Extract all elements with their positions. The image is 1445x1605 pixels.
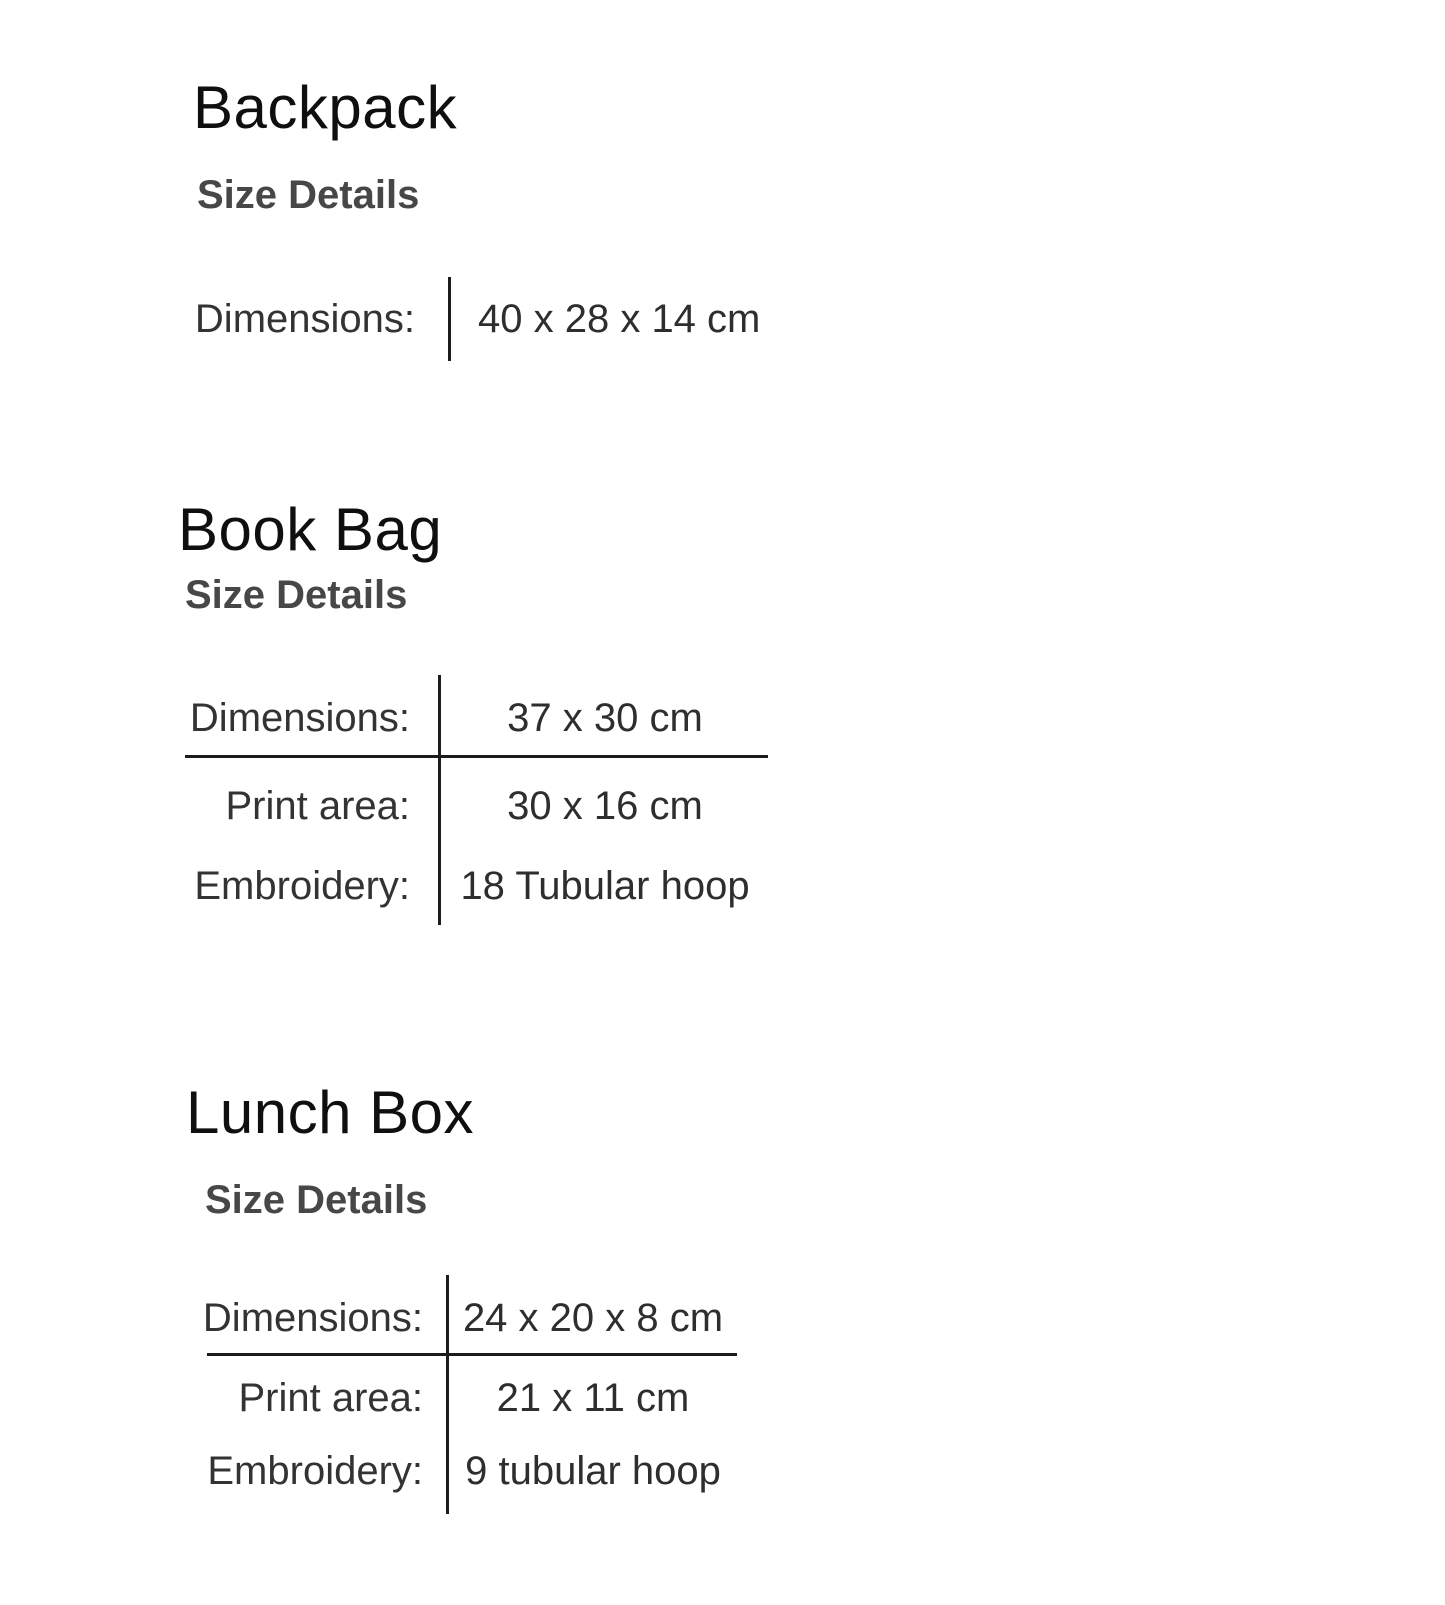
section-book-bag: [0, 470, 1445, 960]
table-row-label: Embroidery:: [194, 864, 410, 908]
table-row-value: 40 x 28 x 14 cm: [478, 297, 761, 341]
table-row-label: Embroidery:: [207, 1449, 423, 1493]
table-divider-horizontal: [185, 755, 768, 758]
table-row-value: 24 x 20 x 8 cm: [462, 1296, 724, 1340]
section-title-book-bag: Book Bag: [178, 496, 443, 563]
table-row-label: Print area:: [238, 1376, 423, 1420]
table-divider-horizontal: [207, 1353, 737, 1356]
table-row-value: 18 Tubular hoop: [460, 864, 750, 908]
section-title-backpack: Backpack: [193, 74, 458, 141]
section-title-lunch-box: Lunch Box: [186, 1079, 475, 1146]
table-row-label: Dimensions:: [194, 297, 415, 341]
size-details-heading: Size Details: [185, 573, 408, 617]
table-row-value: 30 x 16 cm: [507, 784, 703, 828]
section-lunch-box: [0, 1050, 1445, 1605]
table-row-value: 21 x 11 cm: [496, 1376, 690, 1420]
table-row-value: 9 tubular hoop: [465, 1449, 721, 1493]
table-row-label: Print area:: [225, 784, 410, 828]
size-details-heading: Size Details: [197, 173, 420, 217]
table-divider-vertical: [448, 277, 451, 361]
size-details-heading: Size Details: [205, 1178, 428, 1222]
section-backpack: [0, 0, 1445, 470]
table-row-label: Dimensions:: [189, 696, 410, 740]
table-row-value: 37 x 30 cm: [507, 696, 703, 740]
table-row-label: Dimensions:: [202, 1296, 423, 1340]
